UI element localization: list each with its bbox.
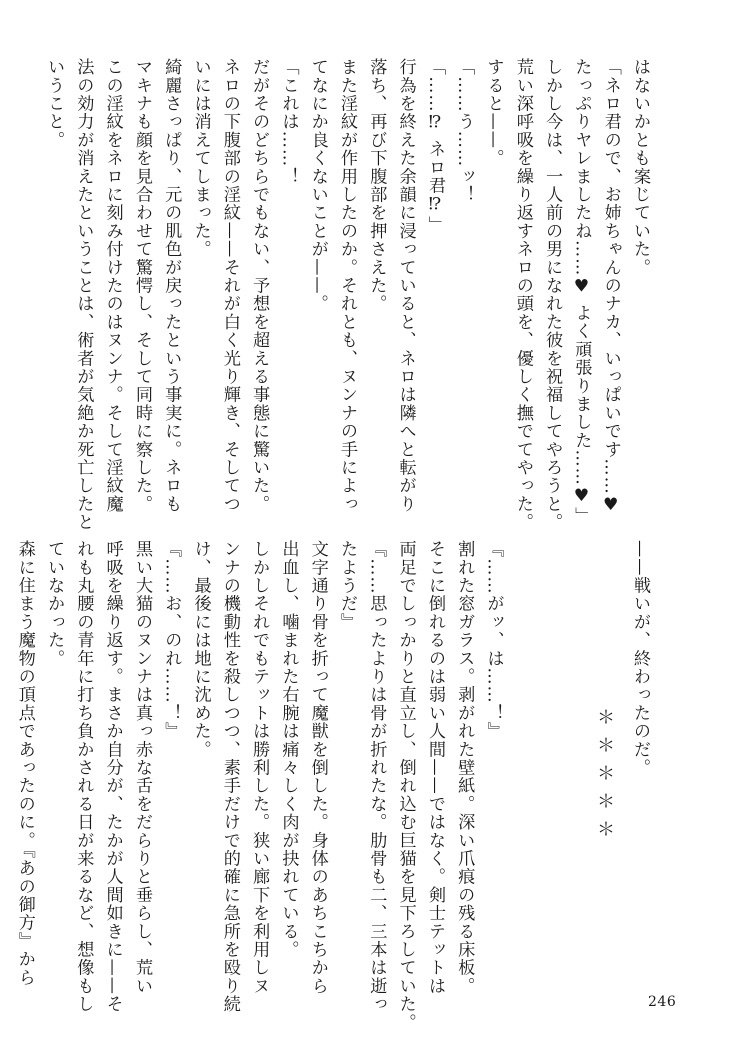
text-line: け、最後には地に沈めた。 xyxy=(190,540,211,759)
text-line: てなにか良くないことが——。 xyxy=(307,58,328,313)
blank-line xyxy=(537,540,566,1031)
text-line: 「これは……！ xyxy=(278,58,299,186)
upper-text-block xyxy=(39,58,654,531)
text-line: だがそのどちらでもない、予想を超える事態に驚いた。 xyxy=(249,58,270,513)
text-line: 落ち、再び下腹部を押さえた。 xyxy=(366,58,387,313)
text-line: れも丸腰の青年に打ち負かされる日が来るなど、想像もし xyxy=(73,540,94,1014)
text-line: この淫紋をネロに刻み付けたのはヌンナ。そして淫紋魔 xyxy=(102,58,123,513)
text-line: しかしそれでもテットは勝利した。狭い廊下を利用しヌ xyxy=(249,540,270,995)
text-line: 呼吸を繰り返す。まさか自分が、たかが人間如きに——そ xyxy=(102,540,123,1014)
text-line: ネロの下腹部の淫紋——それが白く光り輝き、そしてつ xyxy=(219,58,240,513)
text-line: すると——。 xyxy=(483,58,504,168)
text-line: 『……思ったよりは骨が折れたな。肋骨も二、三本は逝っ xyxy=(366,540,387,1014)
text-line: 両足でしっかりと直立し、倒れ込む巨猫を見下ろしていた。 xyxy=(395,540,416,1032)
text-line: ていなかった。 xyxy=(44,540,65,668)
text-line: たっぷりヤレましたね……♥ よく頑張りました……♥」 xyxy=(571,58,592,526)
text-line: 「ネロ君ので、お姉ちゃんのナカ、いっぱいです……♥ xyxy=(600,58,621,516)
page-number: 246 xyxy=(648,994,677,1010)
text-line: 「……⁉ ネロ君⁉」 xyxy=(424,58,445,234)
text-line: いうこと。 xyxy=(44,58,65,149)
text-line: 荒い深呼吸を繰り返すネロの頭を、優しく撫でてやった。 xyxy=(512,58,533,532)
text-line: 『……がッ、は……！』 xyxy=(483,540,504,741)
text-line: 森に住まう魔物の頂点であったのに。『あの御方』から xyxy=(14,540,35,987)
text-line: 『……お、のれ……！』 xyxy=(161,540,182,741)
text-line: はないかとも案じていた。 xyxy=(630,58,650,277)
text-line: マキナも顔を見合わせて驚愕し、そして同時に察した。 xyxy=(131,58,152,513)
text-line: たようだ』 xyxy=(337,540,358,631)
text-line: 割れた窓ガラス。剥がれた壁紙。深い爪痕の残る床板。 xyxy=(454,540,475,995)
text-line: ンナの機動性を殺しつつ、素手だけで的確に急所を殴り続 xyxy=(219,540,240,1014)
blank-line xyxy=(508,540,537,1031)
text-line: ——戦いが、終わったのだ。 xyxy=(630,540,650,777)
text-line: 文字通り骨を折って魔獣を倒した。身体のあちこちから xyxy=(307,540,328,995)
lower-text-block xyxy=(9,540,654,1031)
text-line: そこに倒れるのは弱い人間——ではなく。剣士テットは xyxy=(424,540,445,995)
text-line: 黒い大猫のヌンナは真っ赤な舌をだらりと垂らし、荒い xyxy=(131,540,152,995)
section-break: ＊＊＊＊＊ xyxy=(594,708,615,848)
text-line: 行為を終えた余韻に浸っていると、ネロは隣へと転がり xyxy=(395,58,416,513)
text-line: 出血し、噛まれた右腕は痛々しく肉が抉れている。 xyxy=(278,540,299,959)
text-line: いには消えてしまった。 xyxy=(190,58,211,259)
text-line: また淫紋が作用したのか。それとも、ヌンナの手によっ xyxy=(337,58,358,513)
text-line: しかし今は、一人前の男になれた彼を祝福してやろうと。 xyxy=(542,58,563,532)
text-line: 法の効力が消えたということは、術者が気絶か死亡したと xyxy=(73,58,94,532)
text-line: 綺麗さっぱり、元の肌色が戻ったという事実に。ネロも xyxy=(161,58,182,513)
text-line: 「……う……ッ！ xyxy=(454,58,475,204)
